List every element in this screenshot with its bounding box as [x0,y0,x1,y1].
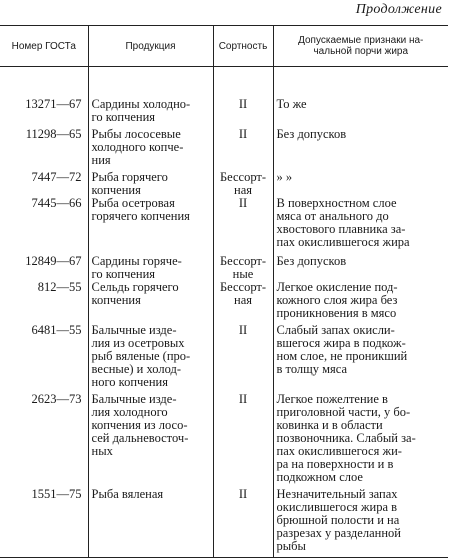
grade-cell: II [213,124,273,167]
table-row [0,389,448,484]
defects-cell: Без допусков [273,249,448,281]
grade-cell: Бессорт- ная [213,167,273,197]
grade-cell: Бессорт- ная [213,281,273,320]
grade-cell: II [213,197,273,249]
column-header-gost: Номер ГОСТа [0,26,88,67]
column-header-defects: Допускаемые признаки на- чальной порчи жира [273,26,448,67]
table-row [0,320,448,389]
defects-cell: Легкое пожелтение в приголовной части, у бо- ковинка и в области позвоночника. Слабый за- пах окислившегося жи- ра на поверхности и в подкожном слое [273,389,448,484]
grade-cell: II [213,67,273,125]
defects-cell: То же [273,67,448,125]
column-header-product: Продукция [88,26,213,67]
product-cell: Рыба осетровая горячего копчения [88,197,213,249]
table-row [0,167,448,197]
gost-number-cell: 6481—55 [31,323,82,337]
gost-number-cell: 2623—73 [31,392,82,406]
table-row [0,281,448,320]
table-row [0,249,448,281]
defects-cell: » » [273,167,448,197]
product-cell: Сельдь горячего копчения [88,281,213,320]
grade-cell: Бессорт- ные [213,249,273,281]
product-cell: Сардины горяче- го копчения [88,249,213,281]
grade-cell: II [213,320,273,389]
product-cell: Балычные изде- лия из осетровых рыб вяленые (про- весные) и холод- ного копчения [88,320,213,389]
table-row [0,67,448,125]
grade-cell: II [213,484,273,558]
table-row [0,124,448,167]
gost-number-cell: 11298—65 [25,127,82,141]
gost-number-cell: 7445—66 [31,196,82,210]
product-cell: Сардины холодно- го копчения [88,67,213,125]
defects-cell: В поверхностном слое мяса от анального до хвостового плавника за- пах окислившегося жира [273,197,448,249]
continuation-label: Продолжение [355,2,442,17]
gost-number-cell: 13271—67 [25,97,82,111]
table-row [0,484,448,558]
defects-cell: Легкое окисление под- кожного слоя жира без проникновения в мясо [273,281,448,320]
gost-number-cell: 12849—67 [25,254,82,268]
table-row [0,197,448,249]
product-cell: Рыба горячего копчения [88,167,213,197]
gost-table [0,25,448,558]
grade-cell: II [213,389,273,484]
product-cell: Балычные изде- лия холодного копчения из лосо- сей дальневосточ- ных [88,389,213,484]
product-cell: Рыбы лососевые холодного копче- ния [88,124,213,167]
defects-cell: Незначительный запах окислившегося жира в брюшной полости и на разрезах у разделанной рыбы [273,484,448,558]
gost-number-cell: 1551—75 [0,484,88,558]
defects-cell: Слабый запах окисли- вшегося жира в подкож- ном слое, не проникший в толщу мяса [273,320,448,389]
column-header-grade: Сортность [213,26,273,67]
table-header-row [0,26,448,67]
gost-number-cell: 7447—72 [31,170,82,184]
gost-number-cell: 812—55 [37,280,82,294]
defects-cell: Без допусков [273,124,448,167]
product-cell: Рыба вяленая [88,484,213,558]
